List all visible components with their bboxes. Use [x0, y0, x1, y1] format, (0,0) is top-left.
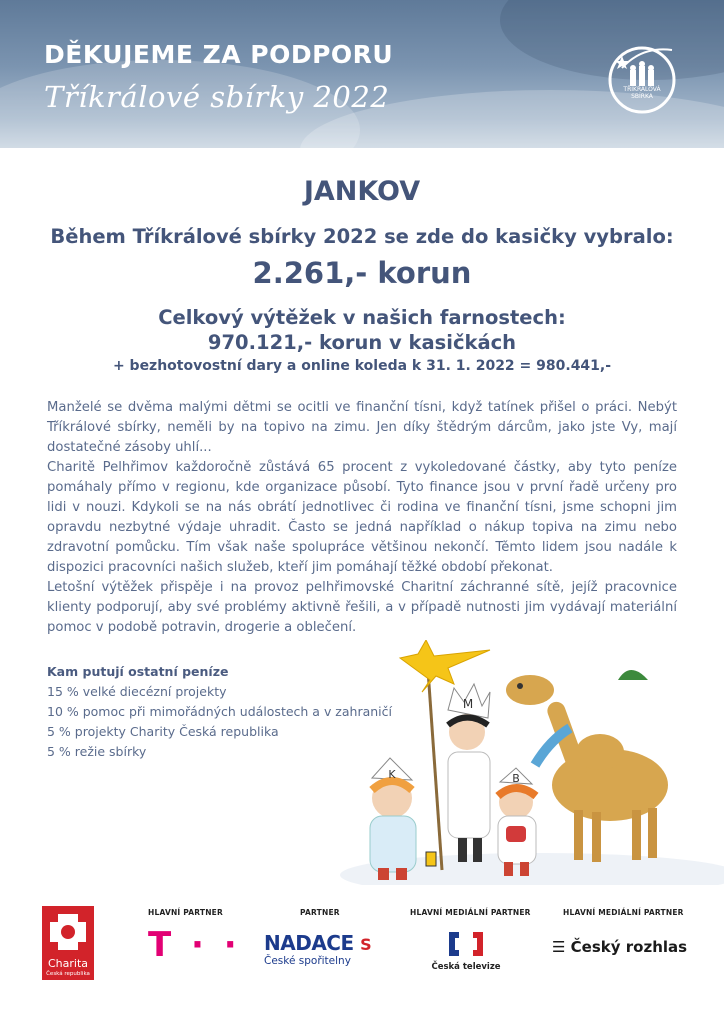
king-letter: B [512, 772, 520, 785]
partner-label: HLAVNÍ MEDIÁLNÍ PARTNER [563, 908, 684, 917]
collected-amount: 2.261,- korun [252, 256, 472, 290]
charita-cross-icon [42, 906, 94, 958]
charita-subtitle: Česká republika [46, 971, 90, 977]
partner-label: HLAVNÍ PARTNER [148, 908, 223, 917]
list-item: 5 % projekty Charity Česká republika [47, 724, 279, 739]
logo-badge-text: TŘÍKRÁLOVÁ SBÍRKA [623, 86, 661, 100]
list-item: 15 % velké diecézní projekty [47, 684, 227, 699]
ceska-televize-name: Česká televize [431, 962, 501, 972]
star-icon [400, 640, 490, 692]
nadace-name: NADACE [264, 931, 354, 955]
lantern-icon [426, 852, 436, 866]
body-paragraph: Letošní výtěžek přispěje i na provoz pelhřimovské Charitní záchranné sítě, jejíž pracovnice klienty podporují, aby své problémy aktivně řešili, a v případě nutnosti jim vydávají materiální pomoc v podobě potravin, drogerie a oblečení. [47, 580, 677, 635]
nadace-subtitle: České spořitelny [264, 955, 351, 967]
three-kings-illustration [330, 640, 724, 885]
charita-name: Charita [47, 957, 89, 970]
ceska-televize-logo-icon [445, 928, 487, 960]
total-heading: Celkový výtěžek v našich farnostech: [158, 306, 566, 329]
cesky-rozhlas-name: Český rozhlas [570, 938, 688, 956]
collection-subtitle: Během Tříkrálové sbírky 2022 se zde do kasičky vybralo: [50, 225, 674, 248]
star-pole [428, 670, 442, 870]
king-letter: M [462, 697, 474, 711]
body-paragraph: Charitě Pelhřimov každoročně zůstává 65 procent z vykoledované částky, aby tyto peníze pomáhaly přímo v regionu, kde organizace působí. Tyto finance jsou v první řadě určeny pro lidi v nouzi. Kdykoli se na nás obrátí jednotlivec či rodina ve finanční tísni, jsme schopni jim opravdu nezbytné výdaje uhradit. Často se jedná například o nákup topiva na zimu nebo zdravotní pomůcku. Tím však naše spolupráce většinou nekončí. Těmto lidem jsou nadále k dispozici pracovníci našich služeb, kteří jim pomáhají těžké období překonat. [47, 460, 677, 575]
distribution-title: Kam putují ostatní peníze [47, 664, 229, 679]
cesky-rozhlas-logo [552, 938, 687, 956]
total-online: + bezhotovostní dary a online koleda k 31. 1. 2022 = 980.441,- [112, 358, 612, 374]
list-item: 10 % pomoc při mimořádných událostech a v zahraničí [47, 704, 392, 719]
list-item: 5 % režie sbírky [47, 744, 147, 759]
total-amount: 970.121,- korun v kasičkách [207, 331, 517, 354]
header-title: DĚKUJEME ZA PODPORU [44, 40, 394, 69]
header-subtitle: Tříkrálové sbírky 2022 [44, 80, 390, 114]
trikralova-sbirka-logo [600, 38, 684, 122]
rozhlas-bars-icon: ☰ [552, 938, 571, 956]
partner-label: PARTNER [300, 908, 340, 917]
nadace-s-icon: S [360, 935, 372, 954]
town-title: JANKOV [303, 176, 421, 207]
body-text [47, 398, 677, 638]
telekom-logo: T · · [148, 925, 241, 965]
body-paragraph: Manželé se dvěma malými dětmi se ocitli ve finanční tísni, když tatínek přišel o práci. Nebýt Tříkrálové sbírky, neměli by na topivo na zimu. Jen díky štědrým dárcům, jako jste Vy, mají dostatečné zásoby uhlí... [47, 400, 677, 455]
nadace-logo [264, 931, 371, 955]
partner-label: HLAVNÍ MEDIÁLNÍ PARTNER [410, 908, 531, 917]
king-letter: K [388, 768, 396, 781]
